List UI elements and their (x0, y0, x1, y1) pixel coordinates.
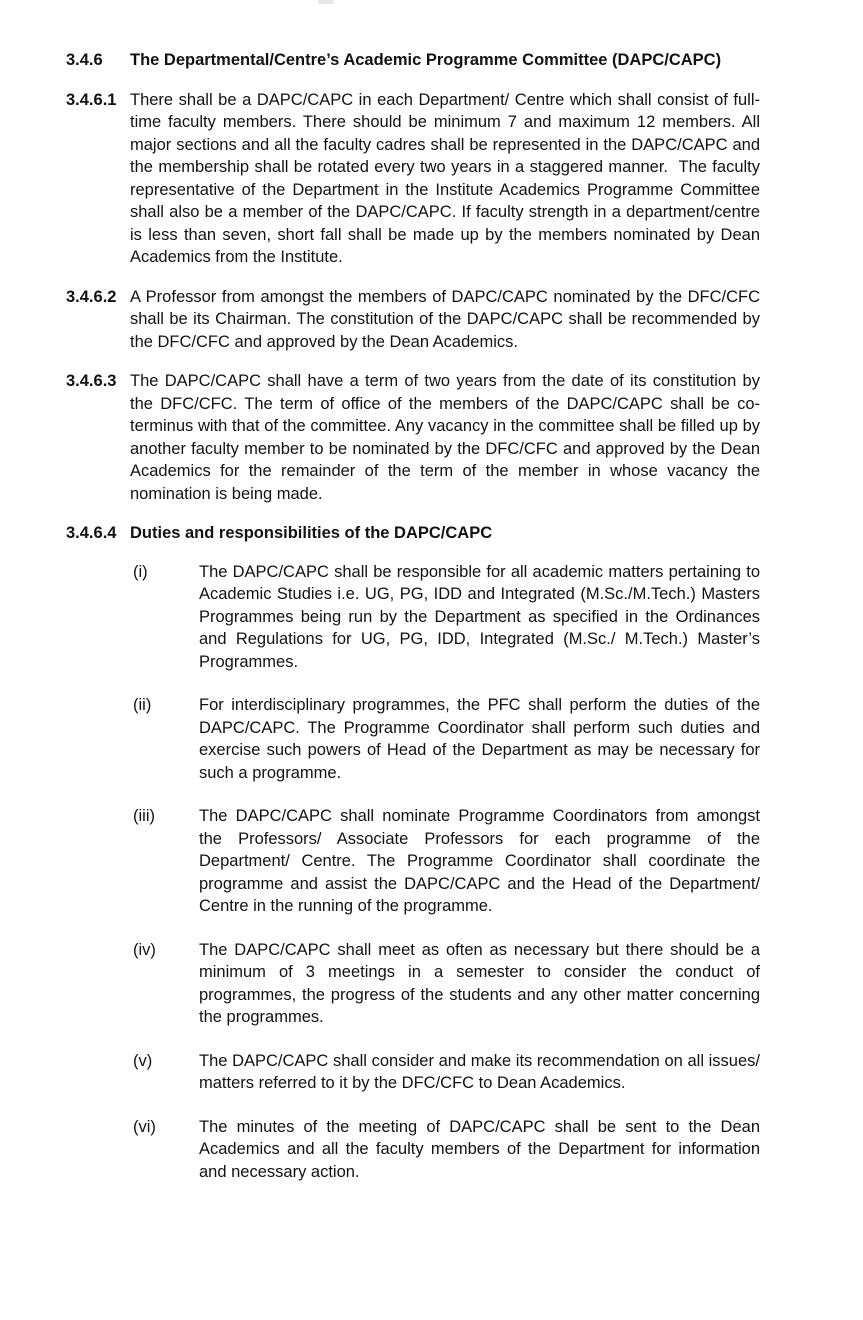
list-item-label: (ii) (133, 696, 152, 714)
clause-text: There shall be a DAPC/CAPC in each Department/ Centre which shall consist of full-time faculty members. There should be minimum 7 and maximum 12 members. All major sections and all the faculty cadres shall be represented in the DAPC/CAPC and the membership shall be rotated every two years in a staggered manner. The faculty representative of the Department in the Institute Academics Programme Committee shall also be a member of the DAPC/CAPC. If faculty strength in a department/centre is less than seven, short fall shall be made up by the members nominated by Dean Academics from the Institute. (130, 90, 760, 266)
clause-text: A Professor from amongst the members of DAPC/CAPC nominated by the DFC/CFC shall be its Chairman. The constitution of the DAPC/CAPC shall be recommended by the DFC/CFC and approved by the Dean Academics. (130, 287, 760, 351)
list-item-text: The DAPC/CAPC shall meet as often as necessary but there should be a minimum of 3 meetings in a semester to consider the conduct of programmes, the progress of the students and any other matter concerning the programmes. (199, 940, 760, 1026)
clause-number: 3.4.6.3 (66, 372, 117, 390)
list-item-label: (iv) (133, 940, 156, 959)
list-item (133, 1050, 760, 1095)
list-item-label: (v) (133, 1051, 153, 1070)
clause-text: The DAPC/CAPC shall have a term of two years from the date of its constitution by the DFC/CFC. The term of office of the members of the DAPC/CAPC shall be co-terminus with that of the committee. Any vacancy in the committee shall be filled up by another faculty member to be nominated by the DFC/​CFC and approved by the Dean Academics for the remainder of the term of the member in whose vacancy the nomination is being made. (130, 372, 760, 503)
subsection-heading-text: Duties and responsibilities of the DAPC/CAPC (130, 524, 493, 542)
clause-number: 3.4.6.2 (66, 287, 117, 306)
list-item-text: The DAPC/CAPC shall consider and make its recommendation on all issues/ matters referred to it by the DFC/CFC to Dean Academics. (199, 1051, 760, 1092)
clause (66, 370, 760, 505)
section-number: 3.4.6 (66, 51, 103, 69)
section-heading-text: The Departmental/Centre’s Academic Programme Committee (DAPC/​CAPC) (130, 51, 722, 69)
clause (66, 89, 760, 269)
list-item-label: (i) (133, 562, 148, 581)
scan-artifact (318, 0, 334, 4)
subsection-heading (66, 522, 760, 545)
clause (66, 286, 760, 354)
subsection-number: 3.4.6.4 (66, 524, 117, 542)
list-item-label: (vi) (133, 1117, 156, 1136)
duties-list (66, 561, 760, 1184)
list-item-text: The DAPC/CAPC shall nominate Programme Coordinators from amongst the Professors/ Associate Professors for each programme of the Department/ Centre. The Programme Coordinator shall coordinate the programme and assist the DAPC/CAPC and the Head of the Department/ Centre in the running of the programme. (199, 807, 760, 915)
list-item (133, 694, 760, 784)
clause-number: 3.4.6.1 (66, 90, 117, 109)
list-item (133, 1116, 760, 1184)
list-item-text: The DAPC/CAPC shall be responsible for all academic matters pertaining to Academic Studies i.e. UG, PG, IDD and Integrated (M.Sc./M.Tech.) Masters Programmes being run by the Department as specified in the Ordinances and Regulations for UG, PG, IDD, Integrated (M.Sc./ M.Tech.) Master’s Programmes. (199, 562, 760, 671)
list-item (133, 805, 760, 918)
list-item (133, 561, 760, 674)
list-item-text: The minutes of the meeting of DAPC/CAPC shall be sent to the Dean Academics and all the faculty members of the Department for information and necessary action. (199, 1117, 760, 1181)
list-item-text: For interdisciplinary programmes, the PFC shall perform the duties of the DAPC/CAPC. The Programme Coordinator shall perform such duties and exercise such powers of Head of the Department as may be necessary for such a programme. (199, 696, 760, 782)
list-item (133, 939, 760, 1029)
list-item-label: (iii) (133, 807, 155, 825)
section-heading (66, 49, 760, 72)
